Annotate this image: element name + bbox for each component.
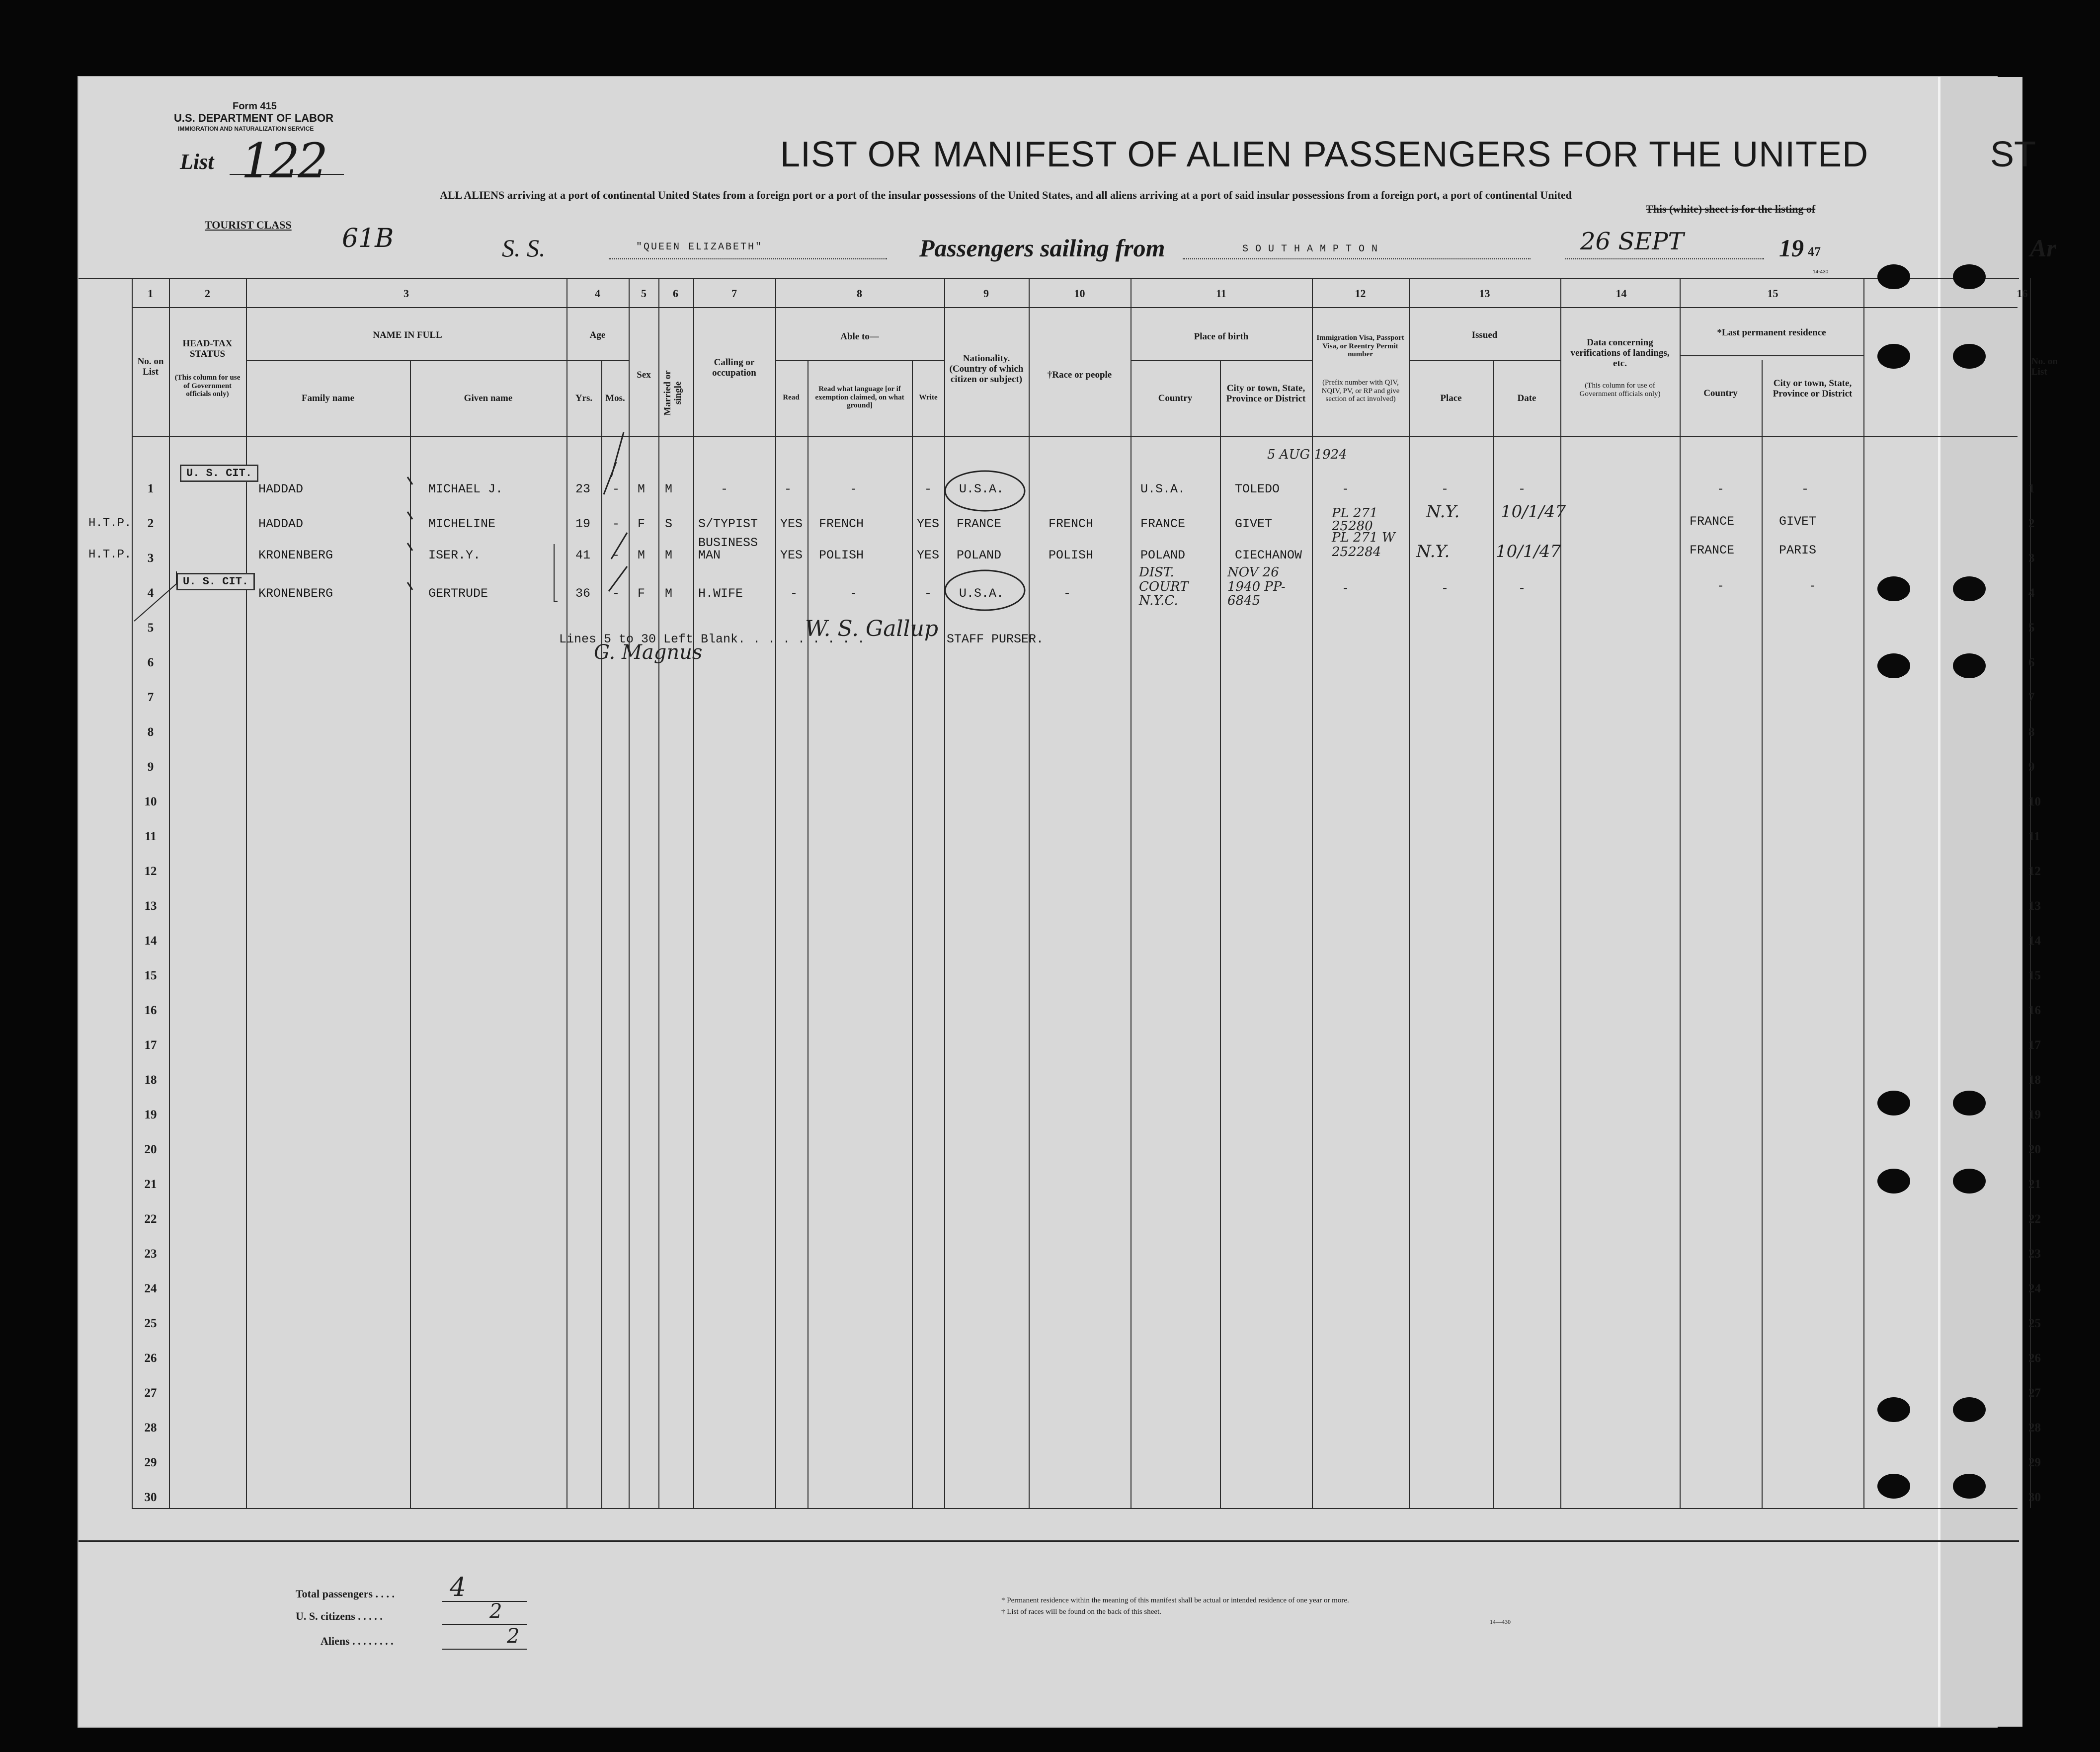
res-city: -	[1801, 482, 1809, 496]
marital: M	[665, 482, 673, 496]
aliens-label: Aliens . . . . . . . .	[321, 1635, 394, 1647]
age-mos: -	[612, 548, 620, 562]
manifest-title: LIST OR MANIFEST OF ALIEN PASSENGERS FOR THE UNITED	[780, 135, 1869, 174]
race: POLISH	[1049, 548, 1094, 562]
read: -	[790, 586, 798, 601]
write: -	[924, 586, 932, 601]
col-num-2: 2	[205, 287, 210, 300]
occupation: -	[721, 482, 728, 496]
row-number-right: 1	[2028, 482, 2035, 495]
punch-hole	[1877, 1397, 1910, 1422]
row-number: 12	[144, 865, 157, 878]
row-number-right: 12	[2028, 865, 2041, 878]
row-number: 4	[147, 586, 154, 600]
punch-hole	[1953, 576, 1986, 601]
birth-country: U.S.A.	[1140, 482, 1186, 496]
marital: M	[665, 586, 673, 601]
blank-lines-note: Lines 5 to 30 Left Blank. . . . . . . . .	[559, 632, 865, 646]
list-label: List	[180, 150, 214, 174]
row-number-right: 2	[2028, 517, 2035, 530]
language: -	[850, 482, 858, 496]
given-name: MICHELINE	[428, 517, 496, 531]
issued-date: 10/1/47	[1501, 502, 1566, 522]
check-mark	[609, 533, 627, 591]
issued-place: -	[1441, 581, 1449, 596]
row-number: 16	[144, 1004, 157, 1017]
row-number: 24	[144, 1282, 157, 1295]
row-number: 1	[147, 482, 154, 495]
row-number-right: 27	[2028, 1386, 2041, 1400]
manifest-subtitle: ALL ALIENS arriving at a port of continental United States from a foreign port or a port of the insular possessions of the United States, and all aliens arriving at a port of said insular possessions from a foreign port, a port of continental United	[440, 189, 1572, 201]
given-name: GERTRUDE	[428, 586, 488, 601]
row-number-right: 15	[2028, 969, 2041, 982]
sex: M	[638, 548, 646, 562]
us-citizens-value: 2	[489, 1600, 502, 1623]
bracket-mark	[134, 544, 558, 621]
col-num-11: 11	[1216, 287, 1226, 300]
footnote-races: † List of races will be found on the back of this sheet.	[1001, 1608, 1162, 1616]
punch-hole	[1877, 576, 1910, 601]
us-cit-stamp: U. S. CIT.	[180, 465, 258, 482]
hdr-last-residence: *Last permanent residence	[1717, 327, 1826, 338]
form-code: 14-430	[1813, 269, 1829, 275]
hdr-issued: Issued	[1471, 330, 1498, 340]
col-num-15: 15	[1767, 287, 1778, 300]
birth-city: GIVET	[1235, 517, 1273, 531]
age-mos: -	[612, 517, 620, 531]
res-country: FRANCE	[1690, 514, 1735, 529]
row-number-right: 24	[2028, 1282, 2041, 1295]
col-num-10: 10	[1074, 287, 1085, 300]
row-number-right: 16	[2028, 1004, 2041, 1017]
year-prefix: 19	[1779, 234, 1804, 262]
next-sheet-letters: Ar	[2030, 234, 2056, 262]
row-number: 5	[147, 621, 154, 635]
hdr-read-lang: Read what language [or if exemption claimed, on what ground]	[815, 385, 904, 409]
row-number-right: 28	[2028, 1421, 2041, 1434]
hdr-res-city: City or town, State, Province or District	[1773, 378, 1853, 399]
class-label: TOURIST CLASS	[205, 219, 292, 231]
punch-hole	[1877, 344, 1910, 369]
row-number-right: 11	[2028, 830, 2040, 843]
ss-label: S. S.	[502, 234, 546, 262]
visa: PL 271 25280	[1332, 506, 1378, 534]
hdr-calling: Calling or occupation	[712, 357, 756, 378]
row-number-right: 8	[2028, 725, 2035, 739]
visa: PL 271 W 252284	[1332, 530, 1395, 559]
ship-name: "QUEEN ELIZABETH"	[636, 241, 763, 253]
row-number: 23	[144, 1247, 157, 1261]
family-name: KRONENBERG	[258, 548, 333, 562]
sailing-date: 26 SEPT	[1580, 228, 1684, 255]
race: FRENCH	[1049, 517, 1094, 531]
sailing-label: Passengers sailing from	[919, 234, 1165, 262]
punch-hole	[1953, 1397, 1986, 1422]
res-country: FRANCE	[1690, 543, 1735, 557]
punch-hole	[1953, 1474, 1986, 1499]
aliens-value: 2	[507, 1625, 520, 1648]
age-yrs: 23	[575, 482, 591, 496]
row-number: 15	[144, 969, 157, 982]
hand-note: 61B	[342, 224, 394, 253]
age-yrs: 41	[575, 548, 591, 562]
birth-city: CIECHANOW	[1235, 548, 1302, 562]
hdr-issued-place: Place	[1440, 393, 1462, 403]
row-number-right: 21	[2028, 1178, 2041, 1191]
hdr-sex: Sex	[637, 370, 651, 380]
row-number: 8	[147, 725, 154, 739]
write: -	[924, 482, 932, 496]
punch-hole	[1877, 653, 1910, 678]
family-name: HADDAD	[258, 482, 304, 496]
nationality: U.S.A.	[959, 482, 1004, 496]
hdr-visa: Immigration Visa, Passport Visa, or Reentry Permit number	[1316, 334, 1404, 358]
issued-place: N.Y.	[1426, 502, 1460, 522]
service: IMMIGRATION AND NATURALIZATION SERVICE	[178, 125, 314, 132]
res-country: -	[1717, 579, 1725, 593]
nationality: U.S.A.	[959, 586, 1004, 601]
row-number-right: 3	[2028, 552, 2035, 565]
res-country: -	[1717, 482, 1725, 496]
punch-hole	[1877, 1169, 1910, 1194]
row-number: 14	[144, 934, 157, 948]
age-mos: -	[612, 482, 620, 496]
given-name: MICHAEL J.	[428, 482, 503, 496]
naturalization-date: NOV 26 1940 PP-6845	[1227, 565, 1286, 609]
hdr-no-on-list: No. on List	[137, 356, 164, 377]
row-number-right: 9	[2028, 760, 2035, 774]
col-num-7: 7	[731, 287, 737, 300]
res-city: -	[1809, 579, 1817, 593]
punch-hole	[1877, 1474, 1910, 1499]
row-number: 28	[144, 1421, 157, 1434]
hdr-married: Married or single	[662, 370, 683, 416]
row-number: 26	[144, 1352, 157, 1365]
punch-hole	[1953, 344, 1986, 369]
hdr-head-tax-note: (This column for use of Government officials only)	[174, 374, 241, 398]
marital: M	[665, 548, 673, 562]
row-number-right: 20	[2028, 1143, 2041, 1156]
row-number-right: 7	[2028, 691, 2035, 704]
row-number-right: 18	[2028, 1073, 2041, 1087]
col-num-12: 12	[1355, 287, 1366, 300]
htp-mark: H.T.P.	[88, 548, 132, 561]
nationality-circle	[945, 570, 1025, 610]
res-city: PARIS	[1779, 543, 1817, 557]
read: YES	[780, 548, 803, 562]
hdr-given-name: Given name	[464, 393, 513, 403]
col-num-14: 14	[1615, 287, 1627, 300]
nationality: FRANCE	[957, 517, 1002, 531]
birth-country: FRANCE	[1140, 517, 1186, 531]
row-number: 30	[144, 1491, 157, 1504]
row-number-right: 4	[2028, 586, 2035, 600]
hdr-able-to: Able to—	[840, 331, 879, 342]
write: YES	[917, 517, 940, 531]
hdr-birth-country: Country	[1158, 393, 1193, 403]
row-number-right: 26	[2028, 1352, 2041, 1365]
read: -	[784, 482, 792, 496]
issued-date: -	[1518, 482, 1526, 496]
row-number: 20	[144, 1143, 157, 1156]
col-num-5: 5	[641, 287, 646, 300]
row-number-right: 17	[2028, 1038, 2041, 1052]
sex: F	[638, 517, 646, 531]
punch-hole	[1953, 264, 1986, 289]
department: U.S. DEPARTMENT OF LABOR	[174, 112, 334, 124]
row-number: 10	[144, 795, 157, 808]
row-number: 2	[147, 517, 154, 530]
hdr-race: †Race or people	[1047, 370, 1112, 380]
write: YES	[917, 548, 940, 562]
hdr-right-no: No. on List	[2031, 356, 2058, 377]
row-number-right: 29	[2028, 1456, 2041, 1469]
punch-hole	[1877, 1091, 1910, 1115]
row-number: 21	[144, 1178, 157, 1191]
family-name: KRONENBERG	[258, 586, 333, 601]
year-suffix: 47	[1808, 244, 1821, 259]
nationality-circle	[945, 471, 1025, 511]
language: POLISH	[819, 548, 864, 562]
occupation: H.WIFE	[698, 586, 743, 601]
row-number-right: 6	[2028, 656, 2035, 669]
row-number-right: 19	[2028, 1108, 2041, 1121]
purser-signature: W. S. Gallup	[805, 616, 939, 641]
row-number: 18	[144, 1073, 157, 1087]
title-continuation: ST	[1990, 135, 2036, 174]
row-number-right: 25	[2028, 1317, 2041, 1330]
hdr-family-name: Family name	[301, 393, 355, 403]
list-number: 122	[241, 133, 326, 189]
sex: F	[638, 586, 646, 601]
punch-hole	[1953, 1169, 1986, 1194]
res-city: GIVET	[1779, 514, 1817, 529]
row-number: 27	[144, 1386, 157, 1400]
issued-place: -	[1441, 482, 1449, 496]
us-cit-stamp: U. S. CIT.	[176, 573, 255, 590]
hdr-place-of-birth: Place of birth	[1194, 331, 1249, 342]
row-number-right: 14	[2028, 934, 2041, 948]
age-mos: -	[612, 586, 620, 601]
hdr-age: Age	[589, 330, 606, 340]
hdr-mos: Mos.	[605, 393, 625, 403]
footnote-code: 14—430	[1490, 1618, 1511, 1625]
race: -	[1063, 586, 1071, 601]
hdr-read: Read	[783, 394, 800, 401]
age-yrs: 36	[575, 586, 591, 601]
family-name: HADDAD	[258, 517, 304, 531]
row-number: 11	[145, 830, 157, 843]
issued-place: N.Y.	[1416, 542, 1450, 561]
punch-hole	[1877, 264, 1910, 289]
birth-city: TOLEDO	[1235, 482, 1280, 496]
row-number: 19	[144, 1108, 157, 1121]
hdr-write: Write	[919, 394, 938, 401]
htp-mark: H.T.P.	[88, 517, 132, 530]
check-mark	[604, 432, 624, 494]
row-number-right: 22	[2028, 1212, 2041, 1226]
occupation: S/TYPIST	[698, 517, 758, 531]
row-number-right: 10	[2028, 795, 2041, 808]
hdr-birth-city: City or town, State, Province or District	[1226, 383, 1306, 404]
row-number: 6	[147, 656, 154, 669]
sex: M	[638, 482, 646, 496]
hdr-res-country: Country	[1703, 388, 1738, 398]
issued-date: 10/1/47	[1496, 542, 1561, 561]
col-num-6: 6	[673, 287, 678, 300]
col-num-9: 9	[983, 287, 989, 300]
col-num-3: 3	[404, 287, 409, 300]
row-number: 13	[144, 899, 157, 913]
hdr-issued-date: Date	[1517, 393, 1536, 403]
total-passengers-value: 4	[450, 1573, 467, 1602]
punch-hole	[1953, 1091, 1986, 1115]
sheet-note: This (white) sheet is for the listing of	[1646, 203, 1816, 215]
purser-title: STAFF PURSER.	[947, 632, 1044, 646]
marital: S	[665, 517, 673, 531]
hdr-visa-note: (Prefix number with QIV, NQIV, PV, or RP and give section of act involved)	[1321, 379, 1400, 403]
row-number: 7	[147, 691, 154, 704]
visa: -	[1342, 482, 1350, 496]
language: FRENCH	[819, 517, 864, 531]
visa-note: 5 AUG 1924	[1267, 447, 1347, 462]
hdr-name-in-full: NAME IN FULL	[373, 330, 442, 340]
departure-port: SOUTHAMPTON	[1242, 243, 1385, 255]
footnote-residence: * Permanent residence within the meaning of this manifest shall be actual or intended residence of one year or more.	[1001, 1596, 1349, 1604]
hdr-head-tax: HEAD-TAX STATUS	[182, 338, 233, 359]
given-name: ISER.Y.	[428, 548, 481, 562]
row-number-right: 23	[2028, 1247, 2041, 1261]
occupation: BUSINESS MAN	[698, 536, 758, 562]
col-num-16: 16	[2017, 287, 2028, 300]
hdr-landings-note: (This column for use of Government officials only)	[1579, 382, 1661, 398]
col-num-8: 8	[857, 287, 862, 300]
officer-signature: G. Magnus	[594, 641, 703, 664]
row-number: 9	[147, 760, 154, 774]
language: -	[850, 586, 858, 601]
tick-mark	[407, 477, 412, 590]
total-passengers-label: Total passengers . . . .	[296, 1588, 395, 1600]
hdr-landings: Data concerning verifications of landings, etc.	[1570, 337, 1670, 369]
col-num-1: 1	[148, 287, 153, 300]
us-citizens-label: U. S. citizens . . . . .	[296, 1610, 383, 1622]
hdr-nationality: Nationality. (Country of which citizen or subject)	[949, 353, 1024, 385]
naturalization-court: DIST. COURT N.Y.C.	[1139, 565, 1189, 609]
birth-country: POLAND	[1140, 548, 1186, 562]
col-num-4: 4	[595, 287, 600, 300]
col-num-13: 13	[1479, 287, 1490, 300]
row-number-right: 30	[2028, 1491, 2041, 1504]
row-number: 25	[144, 1317, 157, 1330]
issued-date: -	[1518, 581, 1526, 596]
visa: -	[1342, 581, 1350, 596]
row-number: 29	[144, 1456, 157, 1469]
row-number: 22	[144, 1212, 157, 1226]
form-number: Form 415	[233, 101, 277, 112]
row-number: 3	[147, 552, 154, 565]
punch-hole	[1953, 653, 1986, 678]
row-number-right: 13	[2028, 899, 2041, 913]
row-number-right: 5	[2028, 621, 2035, 635]
row-number: 17	[144, 1038, 157, 1052]
nationality: POLAND	[957, 548, 1002, 562]
age-yrs: 19	[575, 517, 591, 531]
read: YES	[780, 517, 803, 531]
hdr-yrs: Yrs.	[575, 393, 593, 403]
